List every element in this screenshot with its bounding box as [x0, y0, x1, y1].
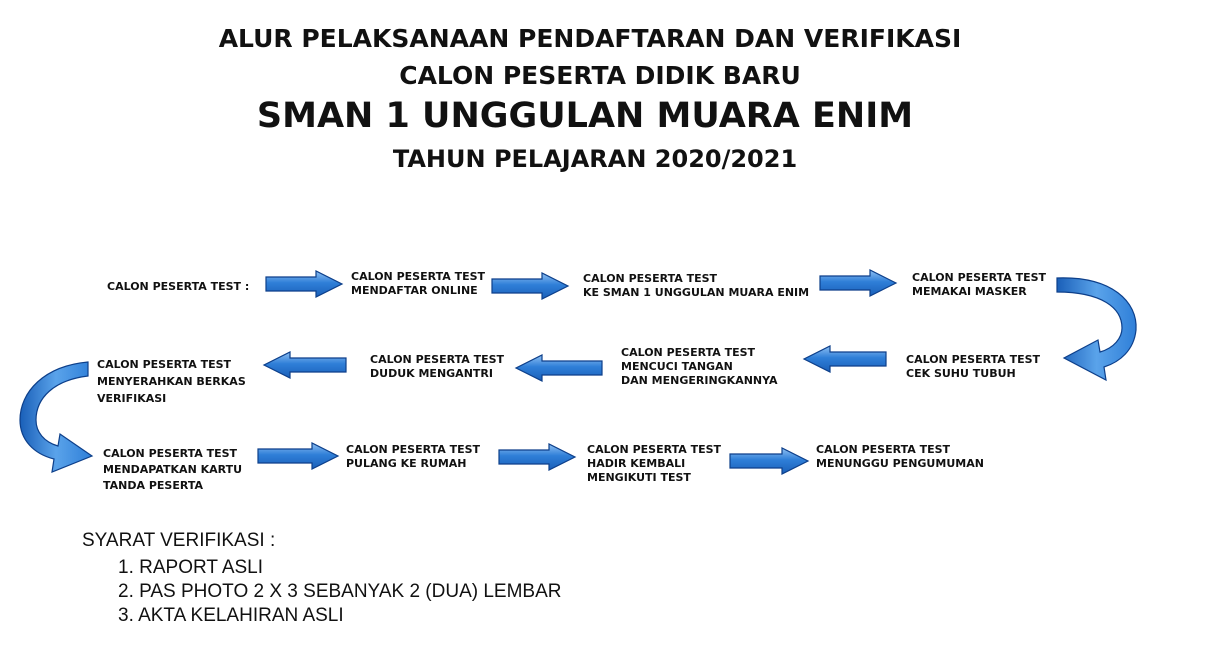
- arrow-left-icon: [802, 344, 888, 374]
- list-item: 2. PAS PHOTO 2 X 3 SEBANYAK 2 (DUA) LEMBAR: [118, 581, 562, 602]
- step-register-online: CALON PESERTA TEST MENDAFTAR ONLINE: [351, 270, 486, 297]
- step-start: CALON PESERTA TEST :: [107, 280, 250, 293]
- arrow-right-icon: [256, 441, 340, 471]
- arrow-right-icon: [728, 446, 810, 476]
- step-wait-announcement: CALON PESERTA TEST MENUNGGU PENGUMUMAN: [816, 443, 984, 470]
- curved-arrow-down-icon: [1052, 272, 1142, 387]
- curved-arrow-down-icon: [14, 358, 94, 478]
- step-return-for-test: CALON PESERTA TEST HADIR KEMBALI MENGIKUTI TEST: [587, 443, 722, 484]
- title-line-2: CALON PESERTA DIDIK BARU: [399, 61, 801, 90]
- verification-requirements: [82, 530, 561, 628]
- requirements-title: SYARAT VERIFIKASI :: [82, 530, 276, 551]
- school-name: SMAN 1 UNGGULAN MUARA ENIM: [256, 96, 914, 136]
- step-submit-documents: CALON PESERTA TEST MENYERAHKAN BERKAS VERIFIKASI: [97, 358, 246, 405]
- step-check-temperature: CALON PESERTA TEST CEK SUHU TUBUH: [906, 353, 1041, 380]
- requirements-list: [82, 556, 561, 628]
- list-item: 3. AKTA KELAHIRAN ASLI: [118, 605, 344, 626]
- step-go-to-school: CALON PESERTA TEST KE SMAN 1 UNGGULAN MUARA ENIM: [583, 272, 810, 299]
- arrow-right-icon: [497, 442, 577, 472]
- arrow-right-icon: [264, 269, 344, 299]
- arrow-left-icon: [262, 350, 348, 380]
- step-wash-hands: CALON PESERTA TEST MENCUCI TANGAN DAN MENGERINGKANNYA: [621, 346, 778, 387]
- arrow-right-icon: [818, 268, 898, 298]
- step-wear-mask: CALON PESERTA TEST MEMAKAI MASKER: [912, 271, 1047, 298]
- academic-year: TAHUN PELAJARAN 2020/2021: [392, 145, 798, 173]
- list-item: 1. RAPORT ASLI: [118, 557, 264, 578]
- step-go-home: CALON PESERTA TEST PULANG KE RUMAH: [346, 443, 481, 470]
- title-line-1: ALUR PELAKSANAAN PENDAFTARAN DAN VERIFIKASI: [218, 24, 962, 53]
- step-get-card: CALON PESERTA TEST MENDAPATKAN KARTU TANDA PESERTA: [103, 447, 243, 492]
- step-queue: CALON PESERTA TEST DUDUK MENGANTRI: [370, 353, 505, 380]
- arrow-left-icon: [514, 353, 604, 383]
- arrow-right-icon: [490, 271, 570, 301]
